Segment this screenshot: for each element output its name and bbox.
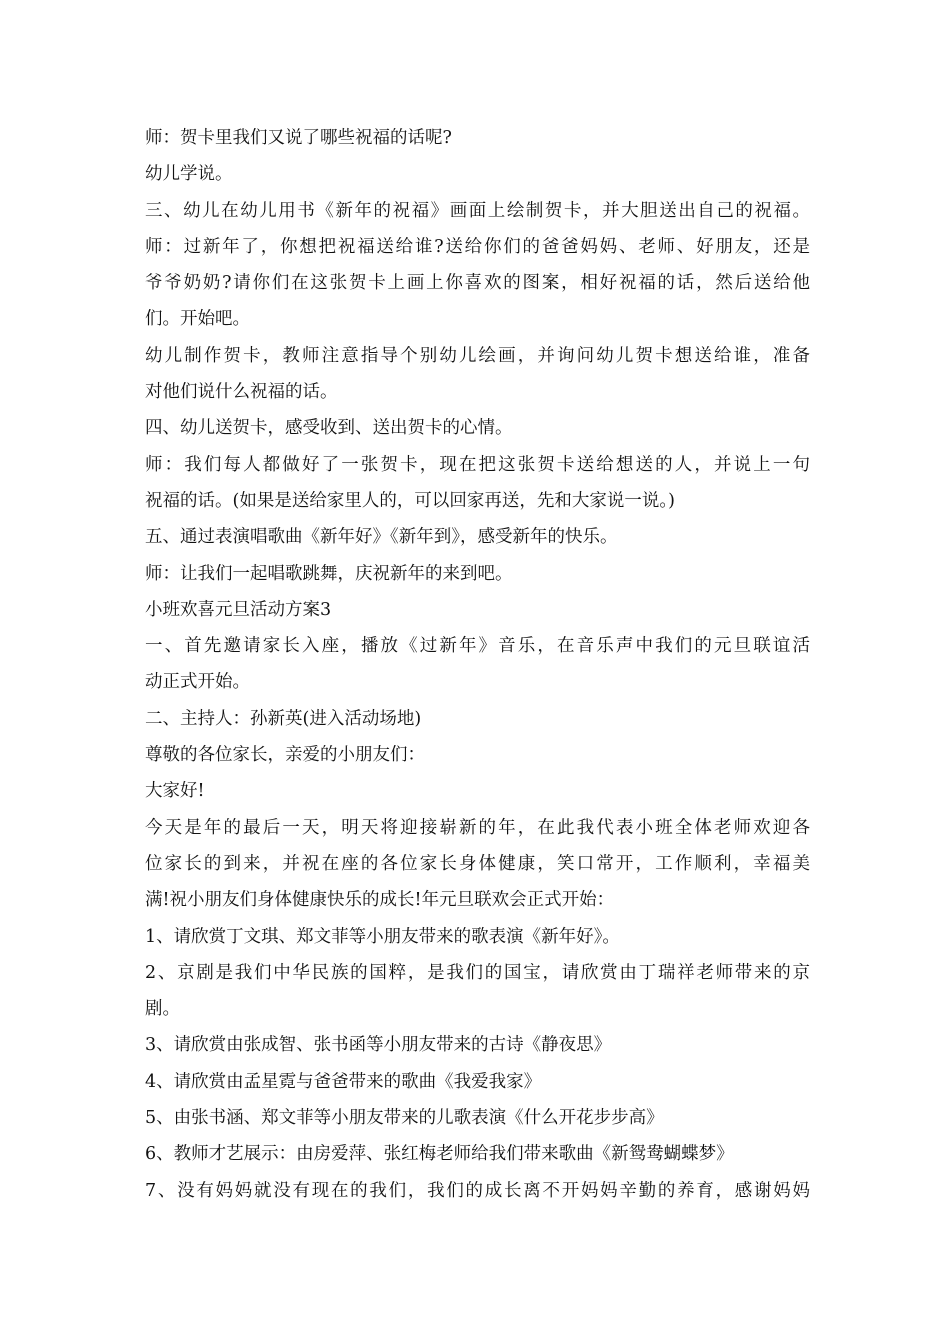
text-line: 尊敬的各位家长，亲爱的小朋友们： [145,745,425,766]
text-line: 四、幼儿送贺卡，感受收到、送出贺卡的心情。 [145,418,513,439]
text-line: 三、幼儿在幼儿用书《新年的祝福》画面上绘制贺卡，并大胆送出自己的祝福。 [145,200,810,221]
text-line: 师：贺卡里我们又说了哪些祝福的话呢? [145,128,452,148]
list-item: 6、教师才艺展示：由房爱萍、张红梅老师给我们带来歌曲《新鸳鸯蝴蝶梦》 [145,1144,734,1165]
list-item: 1、请欣赏丁文琪、郑文菲等小朋友带来的歌表演《新年好》。 [145,926,620,947]
text-line: 幼儿学说。 [145,164,233,185]
list-item: 3、请欣赏由张成智、张书函等小朋友带来的古诗《静夜思》 [145,1035,612,1056]
list-item: 7、没有妈妈就没有现在的我们，我们的成长离不开妈妈辛勤的养育，感谢妈妈 [145,1180,810,1201]
text-line: 动正式开始。 [145,672,250,693]
list-item: 4、请欣赏由孟星霓与爸爸带来的歌曲《我爱我家》 [145,1071,542,1092]
text-line: 今天是年的最后一天，明天将迎接崭新的年，在此我代表小班全体老师欢迎各 [145,817,810,838]
text-line: 师：我们每人都做好了一张贺卡，现在把这张贺卡送给想送的人，并说上一句 [145,454,810,475]
document-body [145,120,810,1209]
text-line: 师：让我们一起唱歌跳舞，庆祝新年的来到吧。 [145,563,513,584]
text-line: 对他们说什么祝福的话。 [145,382,338,403]
text-line: 祝福的话。(如果是送给家里人的，可以回家再送，先和大家说一说。) [145,490,675,511]
text-line: 剧。 [145,999,180,1020]
text-line: 一、首先邀请家长入座，播放《过新年》音乐，在音乐声中我们的元旦联谊活 [145,636,810,657]
text-line: 大家好! [145,781,205,802]
text-line: 二、主持人：孙新英(进入活动场地) [145,708,422,729]
text-line: 师：过新年了，你想把祝福送给谁?送给你们的爸爸妈妈、老师、好朋友，还是 [145,236,810,257]
text-line: 位家长的到来，并祝在座的各位家长身体健康，笑口常开，工作顺利，幸福美 [145,853,810,874]
list-item: 2、京剧是我们中华民族的国粹，是我们的国宝，请欣赏由丁瑞祥老师带来的京 [145,962,810,983]
section-heading: 小班欢喜元旦活动方案3 [145,599,332,620]
list-item: 5、由张书涵、郑文菲等小朋友带来的儿歌表演《什么开花步步高》 [145,1108,664,1129]
text-line: 五、通过表演唱歌曲《新年好》《新年到》，感受新年的快乐。 [145,527,618,548]
text-line: 们。开始吧。 [145,309,250,330]
text-line: 满!祝小朋友们身体健康快乐的成长!年元旦联欢会正式开始： [145,890,615,911]
text-line: 幼儿制作贺卡，教师注意指导个别幼儿绘画，并询问幼儿贺卡想送给谁，准备 [145,345,810,366]
text-line: 爷爷奶奶?请你们在这张贺卡上画上你喜欢的图案，相好祝福的话，然后送给他 [145,273,810,294]
